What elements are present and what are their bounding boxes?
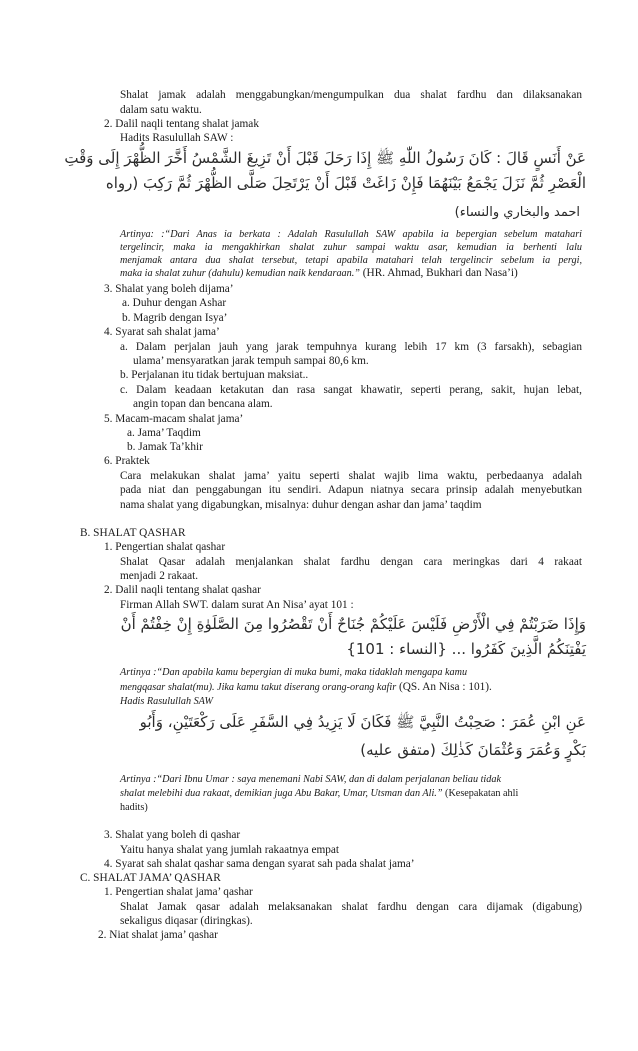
list-item: a. Dalam perjalan jauh yang jarak tempuhnya kurang lebih 17 km (3 farsakh), sebagian [120, 341, 582, 353]
intro-line: Shalat jamak adalah menggabungkan/mengumpulkan dua shalat fardhu dan dilaksanakan [120, 89, 582, 101]
translation-text: shalat melebihi dua rakaat, demikian juga Abu Bakar, Umar, Utsman dan Ali.” [120, 788, 443, 799]
hadith-source: Hadis Rasulullah SAW [120, 696, 214, 707]
paragraph-line: pada niat dan penggabungan itu sendiri. Adapun niatnya secara prinsip adalah menyebutkan [120, 484, 582, 496]
translation-line [120, 681, 492, 694]
dalil-qashar-heading: 2. Dalil naqli tentang shalat qashar [104, 584, 261, 596]
list-item: b. Perjalanan itu tidak bertujuan maksiat.. [120, 369, 309, 381]
niat-heading: 2. Niat shalat jama’ qashar [98, 929, 218, 941]
boleh-dijama-heading: 3. Shalat yang boleh dijama’ [104, 283, 234, 295]
dalil-jamak-heading: 2. Dalil naqli tentang shalat jamak [104, 118, 259, 130]
translation-line: menjamak antara dua shalat tersebut, tetapi apabila matahari telah tergelincir sebelum ia pergi, [120, 255, 582, 266]
translation-line [120, 787, 518, 800]
translation-line: Artinya :“Dan apabila kamu bepergian di muka bumi, maka tidaklah mengapa kamu [120, 667, 468, 678]
translation-line: tergelincir, maka ia mengakhirkan shalat zuhur sampai waktu asar, kemudian ia berhenti lalu [120, 242, 582, 253]
arabic-hadith-line: بَكْرٍ وَعُمَرَ وَعُثْمَانَ كَذٰلِكَ (متفق عليه) [360, 741, 586, 759]
praktek-heading: 6. Praktek [104, 455, 150, 467]
paragraph-line: Shalat Jamak qasar adalah melaksanakan shalat fardhu dengan cara dijamak (digabung) [120, 901, 582, 913]
translation-reference: (Kesepakatan ahli [442, 788, 519, 799]
list-item: c. Dalam keadaan ketakutan dan rasa sangat khawatir, seperti perang, sakit, hujan lebat, [120, 384, 582, 396]
section-heading: B. SHALAT QASHAR [80, 527, 186, 539]
paragraph-line: Shalat Qasar adalah menjalankan shalat fardhu dengan cara meringkas dari 4 rakaat [120, 556, 582, 568]
translation-text: mengqasar shalat(mu). Jika kamu takut diserang orang-orang kafir [120, 682, 397, 693]
pengertian-qashar-heading: 1. Pengertian shalat qashar [104, 541, 226, 553]
section-heading: C. SHALAT JAMA’ QASHAR [80, 872, 221, 884]
translation-reference: (HR. Ahmad, Bukhari dan Nasa’i) [359, 267, 518, 279]
list-item: b. Jamak Ta’khir [127, 441, 203, 453]
list-item-continuation: ulama’ mensyaratkan jarak tempuh sampai 80,6 km. [133, 355, 369, 367]
list-item: b. Magrib dengan Isya’ [122, 312, 228, 324]
pengertian-jama-qashar-heading: 1. Pengertian shalat jama’ qashar [104, 886, 253, 898]
paragraph-line: Yaitu hanya shalat yang jumlah rakaatnya empat [120, 844, 340, 856]
translation-line: hadits) [120, 802, 148, 813]
arabic-hadith-line: عَنِ ابْنِ عُمَرَ : صَحِبْتُ النَّبِيَّ ﷺ فَكَانَ لَا يَزِيدُ فِي السَّفَرِ عَلَى رَكْعَتَيْنِ، وَأَبُو [139, 713, 586, 731]
hadith-source: Hadits Rasulullah SAW : [120, 132, 234, 144]
list-item: a. Jama’ Taqdim [127, 427, 201, 439]
translation-line: Artinya: :“Dari Anas ia berkata : Adalah Rasulullah SAW apabila ia bepergian sebelum matahari [120, 229, 582, 240]
list-item: a. Duhur dengan Ashar [122, 297, 227, 309]
paragraph-line: sekaligus diqasar (diringkas). [120, 915, 253, 927]
arabic-quran-line: وَإِذَا ضَرَبْتُمْ فِي الْأَرْضِ فَلَيْسَ عَلَيْكُمْ جُنَاحٌ أَنْ تَقْصُرُوا مِنَ الصَّلَوٰةِ إِنْ خِفْتُمْ أَنْ [120, 615, 586, 633]
translation-line: Artinya :“Dari Ibnu Umar : saya menemani Nabi SAW, dan di dalam perjalanan beliau tidak [120, 774, 501, 785]
macam-jama-heading: 5. Macam-macam shalat jama’ [104, 413, 244, 425]
paragraph-line: menjadi 2 rakaat. [120, 570, 199, 582]
syarat-jama-heading: 4. Syarat sah shalat jama’ [104, 326, 220, 338]
translation-line [120, 267, 518, 280]
paragraph-line: nama shalat yang digabungkan, misalnya: duhur dengan ashar dan jama’ taqdim [120, 499, 482, 511]
syarat-qashar-heading: 4. Syarat sah shalat qashar sama dengan syarat sah pada shalat jama’ [104, 858, 415, 870]
paragraph-line: Cara melakukan shalat jama’ yaitu seperti shalat wajib lima waktu, perbedaanya adalah [120, 470, 582, 482]
list-item-continuation: angin topan dan bencana alam. [133, 398, 273, 410]
arabic-quran-line: يَفْتِنَكُمُ الَّذِينَ كَفَرُوا ... {النساء : 101} [346, 640, 586, 658]
arabic-hadith-line: الْعَصْرِ ثُمَّ نَزَلَ يَجْمَعُ بَيْنَهُمَا فَإِنْ زَاغَتْ قَبْلَ أَنْ يَرْتَحِلَ صَلَّى الظُّهْرَ ثُمَّ رَكِبَ (رواه [105, 174, 586, 192]
intro-line: dalam satu waktu. [120, 104, 202, 116]
arabic-hadith-line: عَنْ أَنَسٍ قَالَ : كَانَ رَسُولُ اللّٰهِ ﷺ إِذَا رَحَلَ قَبْلَ أَنْ تَزِيغَ الشَّمْسُ أَخَّرَ الظُّهْرَ إِلَى وَقْتِ [64, 149, 586, 167]
boleh-qashar-heading: 3. Shalat yang boleh di qashar [104, 829, 241, 841]
arabic-hadith-line: احمد والبخاري والنساء) [454, 205, 580, 220]
quran-source: Firman Allah SWT. dalam surat An Nisa’ ayat 101 : [120, 599, 354, 611]
translation-reference: (QS. An Nisa : 101). [396, 681, 492, 693]
translation-text: maka ia shalat zuhur (dahulu) kemudian naik kendaraan.” [120, 268, 360, 279]
